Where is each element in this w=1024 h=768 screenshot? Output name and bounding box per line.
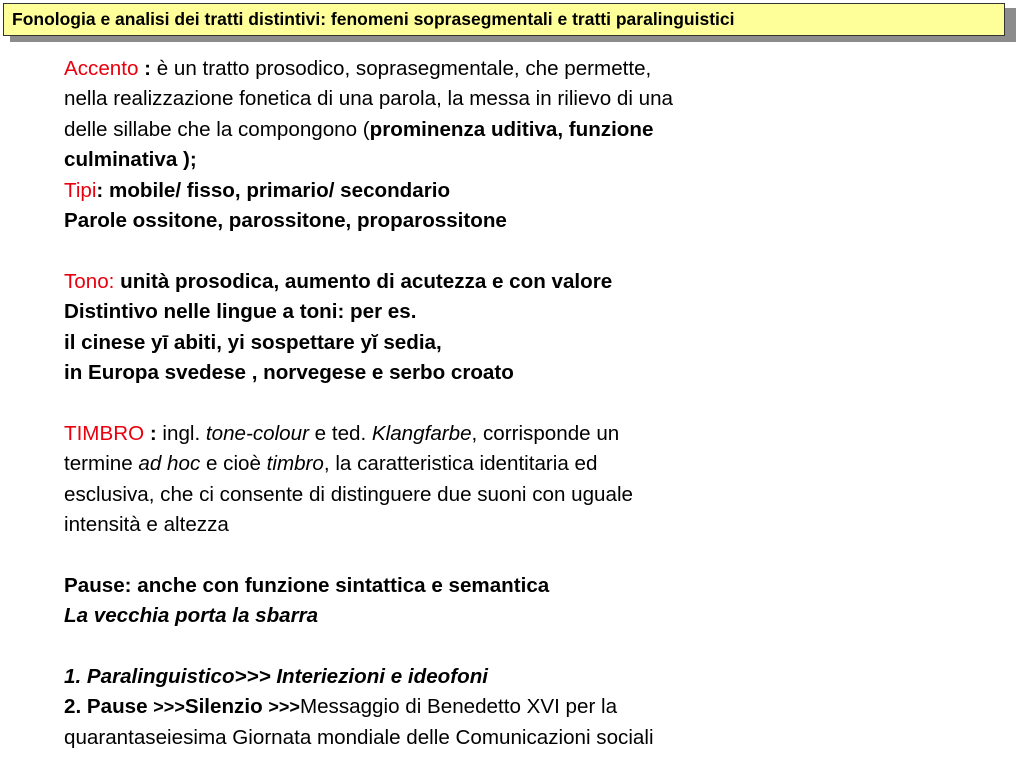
- timbro-text-1: ingl.: [156, 421, 206, 445]
- accento-text: è un tratto prosodico, soprasegmentale, che permette,: [151, 57, 652, 80]
- list-item-2-arrow-2: >>>: [268, 697, 300, 718]
- timbro-italic-2: Klangfarbe: [371, 421, 472, 445]
- list-item-2-silenzio: Silenzio: [184, 695, 269, 719]
- tipi-term: Tipi: [64, 178, 97, 202]
- timbro-l2-italic-2: timbro: [266, 452, 324, 476]
- accento-colon: :: [138, 57, 152, 80]
- accento-term: Accento: [64, 57, 139, 80]
- tono-text: unità prosodica, aumento di acutezza e con valore: [114, 269, 613, 293]
- spacer: [64, 388, 864, 418]
- accento-line-2: nella realizzazione fonetica di una parola, la messa in rilievo di una: [64, 87, 674, 111]
- parole-line: Parole ossitone, parossitone, proparossitone: [64, 209, 507, 233]
- accento-line-3-text: delle sillabe che la compongono (: [64, 117, 370, 141]
- timbro-l2-italic-1: ad hoc: [138, 452, 201, 476]
- timbro-l2-post: , la caratteristica identitaria ed: [323, 452, 598, 476]
- accento-line-3-bold: prominenza uditiva, funzione: [369, 117, 654, 141]
- slide-body: [64, 54, 864, 753]
- list-item-2-line-2: quarantaseiesima Giornata mondiale delle Comunicazioni sociali: [64, 725, 654, 749]
- accento-line-1: [64, 54, 864, 84]
- pause-example: La vecchia porta la sbarra: [64, 604, 319, 628]
- slide-title: Fonologia e analisi dei tratti distintivi: fenomeni soprasegmentali e tratti paralinguistici: [3, 3, 1005, 36]
- timbro-line-4: intensità e altezza: [64, 513, 229, 537]
- timbro-l2-mid: e cioè: [200, 452, 267, 476]
- pause-line: Pause: anche con funzione sintattica e semantica: [64, 573, 550, 597]
- spacer: [64, 540, 864, 570]
- timbro-l2-pre: termine: [64, 452, 139, 476]
- tono-line-1: [64, 267, 864, 297]
- list-item-2-text: Messaggio di Benedetto XVI per la: [299, 695, 618, 719]
- tono-line-2: Distintivo nelle lingue a toni: per es.: [64, 300, 417, 324]
- accento-line-3: [64, 115, 864, 145]
- list-item-2-arrow-1: >>>: [153, 697, 185, 718]
- list-item-2: [64, 692, 864, 722]
- tipi-text: : mobile/ fisso, primario/ secondario: [96, 178, 451, 202]
- timbro-text-2: e ted.: [308, 421, 372, 445]
- accento-line-4: culminativa );: [64, 148, 197, 172]
- tono-line-3: il cinese yī abiti, yi sospettare yĭ sedia,: [64, 330, 442, 354]
- list-item-2-label: 2. Pause: [64, 695, 154, 719]
- timbro-line-3: esclusiva, che ci consente di distinguere due suoni con uguale: [64, 482, 633, 506]
- spacer: [64, 236, 864, 266]
- tipi-line: [64, 176, 864, 206]
- timbro-term: TIMBRO: [64, 421, 145, 445]
- timbro-italic-1: tone-colour: [205, 421, 309, 445]
- list-item-1: 1. Paralinguistico>>> Interiezioni e ideofoni: [64, 665, 488, 689]
- timbro-colon: :: [144, 421, 157, 445]
- tono-term: Tono:: [64, 269, 115, 293]
- timbro-text-3: , corrisponde un: [471, 421, 620, 445]
- tono-line-4: in Europa svedese , norvegese e serbo croato: [64, 361, 514, 385]
- spacer: [64, 632, 864, 662]
- timbro-line-1: [64, 419, 864, 449]
- timbro-line-2: [64, 449, 864, 479]
